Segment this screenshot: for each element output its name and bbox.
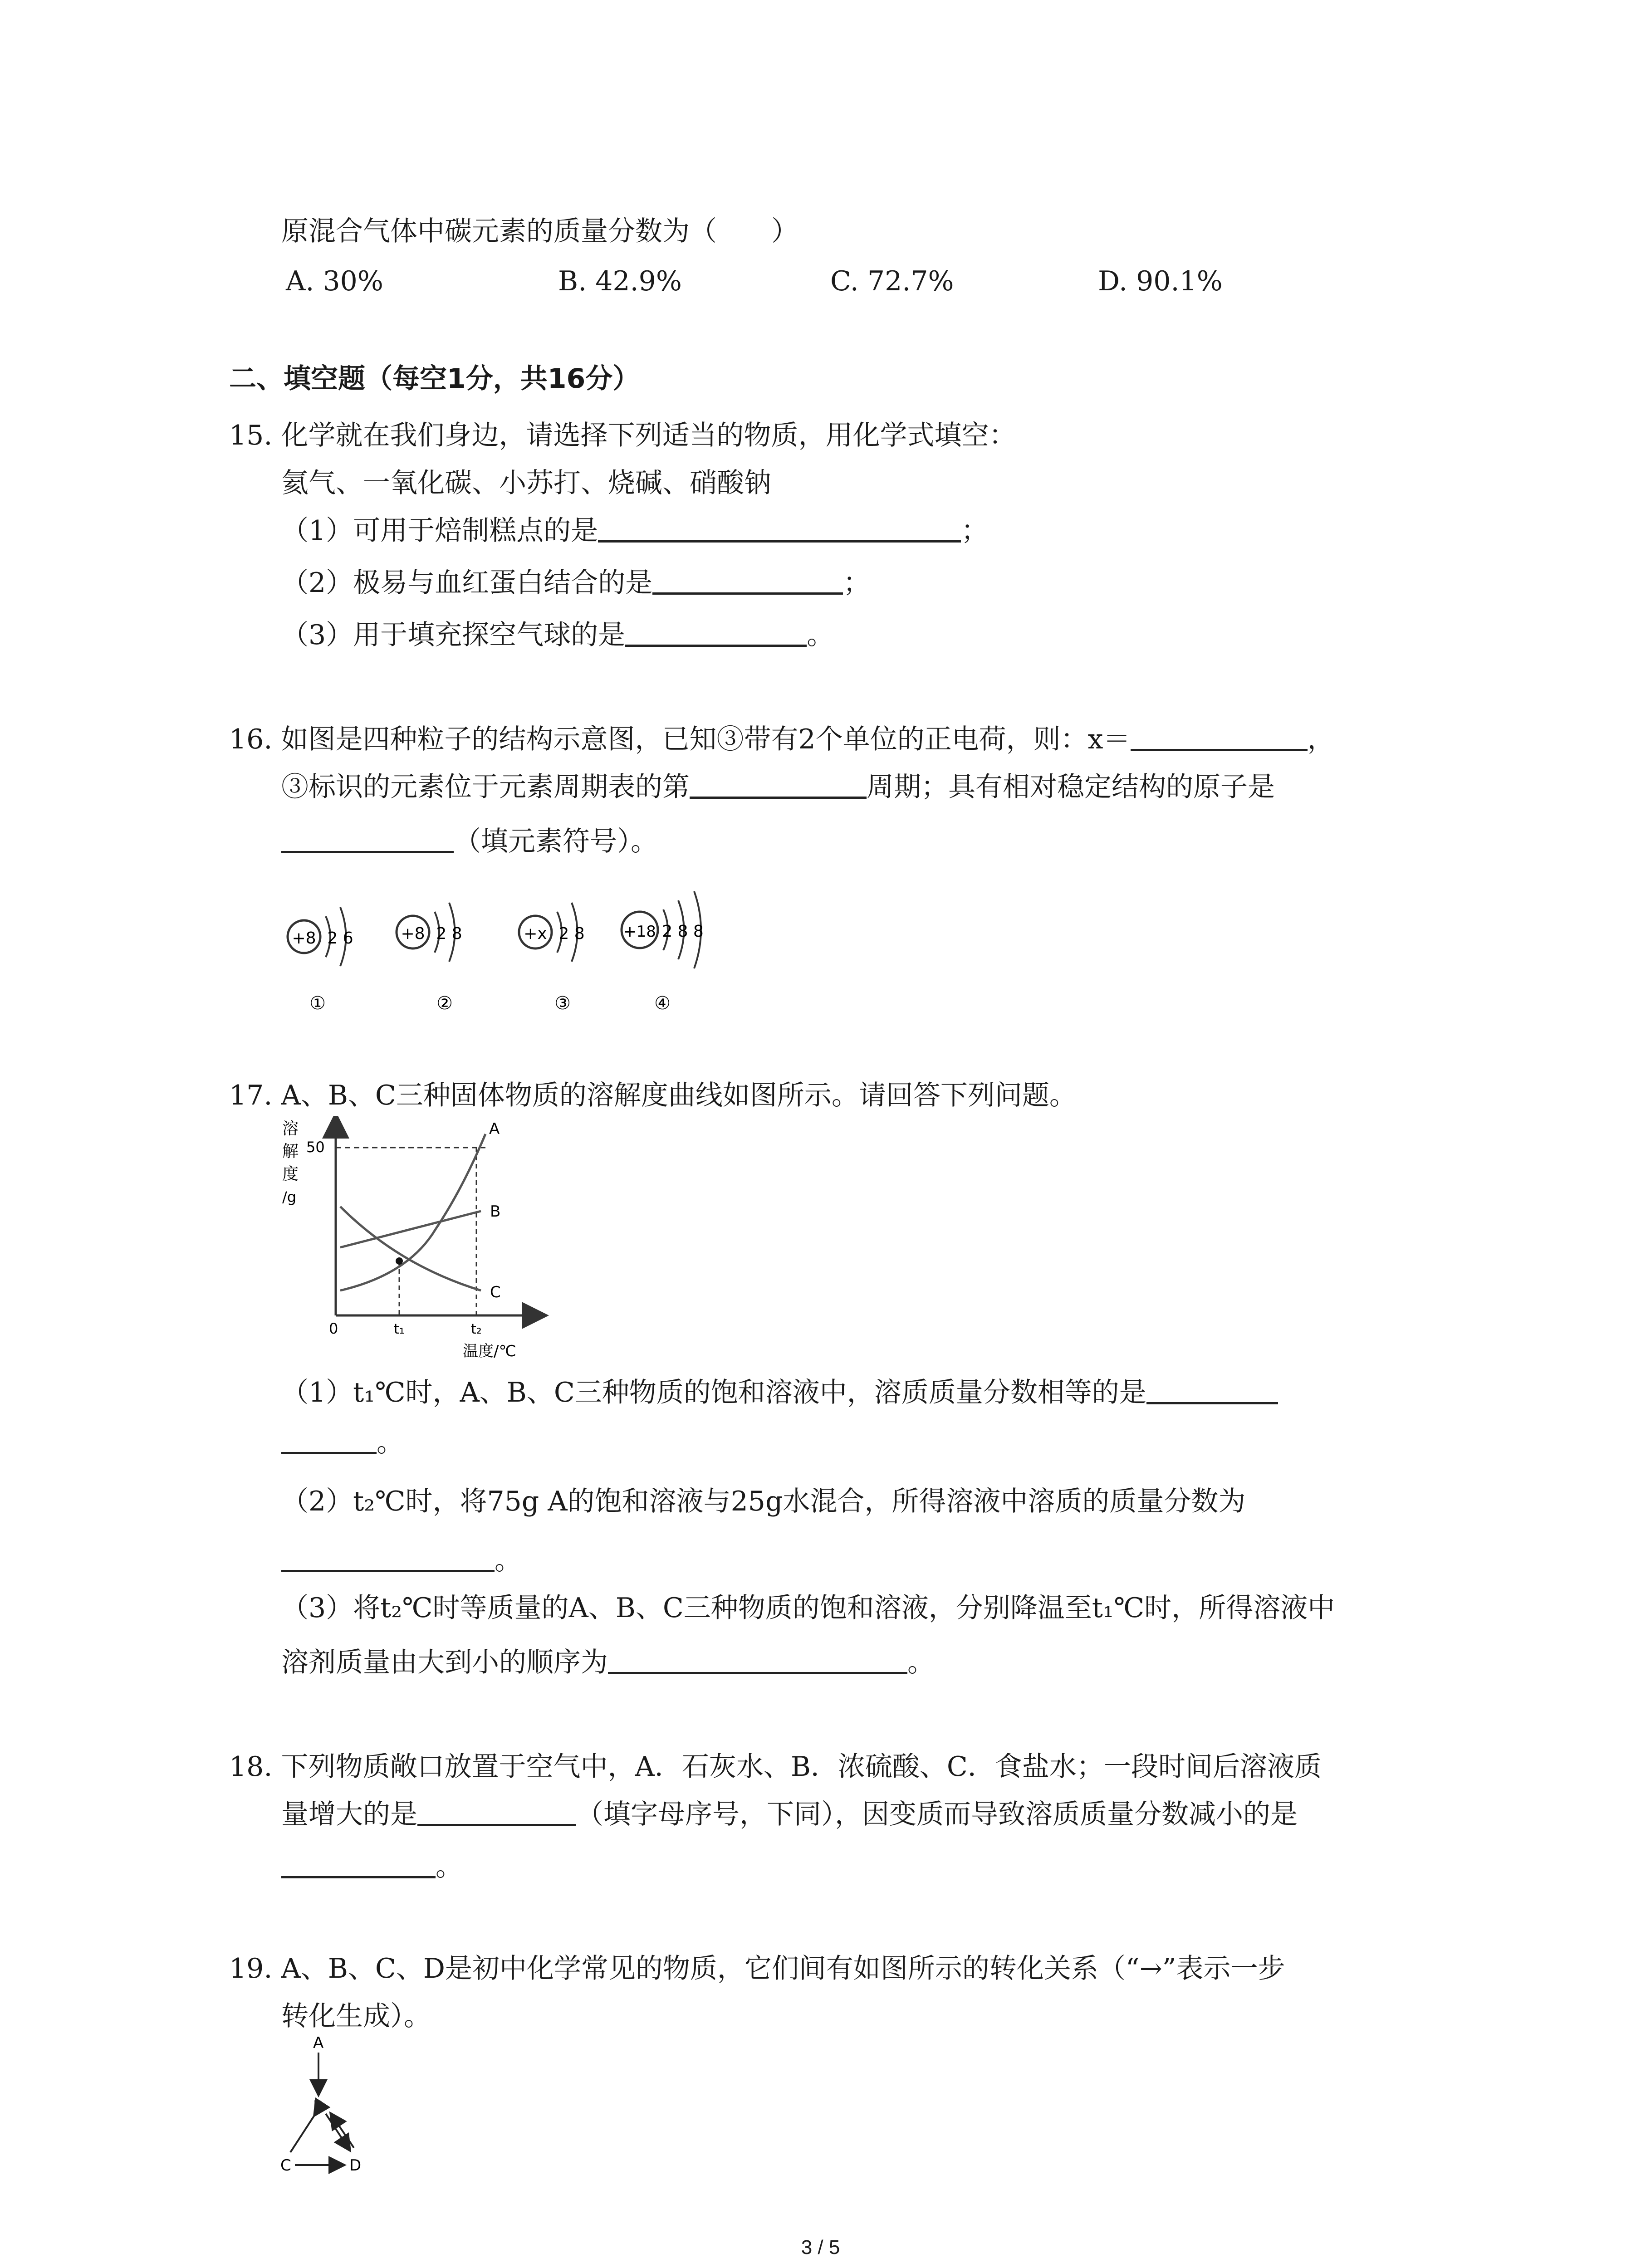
q14-option-a: A. 30%	[286, 265, 383, 297]
svg-text:②: ②	[436, 993, 453, 1014]
node-d: D	[349, 2156, 362, 2175]
q16-line1: 16. 如图是四种粒子的结构示意图，已知③带有2个单位的正电荷，则：x＝ ，	[229, 723, 1335, 755]
svg-text:2 8: 2 8	[436, 924, 462, 943]
y-axis-label-2: 解	[282, 1142, 299, 1161]
q15-blank-1[interactable]	[598, 515, 961, 543]
svg-text:2 8: 2 8	[558, 924, 585, 943]
particle-1	[288, 907, 353, 1014]
x-axis-label: 温度/℃	[463, 1342, 516, 1360]
svg-text:2 8 8: 2 8 8	[662, 922, 704, 941]
svg-text:④: ④	[654, 993, 671, 1014]
q14-option-c: C. 72.7%	[830, 265, 954, 297]
curve-label-b: B	[490, 1202, 501, 1221]
q17-blank-1a[interactable]	[1146, 1377, 1278, 1404]
q16-blank-symbol[interactable]	[281, 826, 454, 853]
q14-tail: 原混合气体中碳元素的质量分数为（ ）	[281, 215, 798, 247]
q19-line1: 19. A、B、C、D是初中化学常见的物质，它们间有如图所示的转化关系（“→”表示一步	[229, 1953, 1285, 1984]
section-heading: 二、填空题（每空1分，共16分）	[229, 363, 640, 395]
q17-blank-1b[interactable]	[281, 1427, 377, 1454]
curve-c	[340, 1207, 481, 1290]
node-b: B	[313, 2097, 324, 2116]
svg-text:2 6: 2 6	[327, 929, 353, 948]
q15-blank-3[interactable]	[625, 619, 807, 647]
q19-line2: 转化生成）。	[281, 2000, 431, 2032]
y-tick-50: 50	[306, 1139, 325, 1156]
q15-part1: （1）可用于焙制糕点的是 ；	[281, 515, 989, 547]
q18-line1: 18. 下列物质敞口放置于空气中，A．石灰水、B．浓硫酸、C．食盐水；一段时间后溶液质	[229, 1751, 1322, 1783]
q17-part3: （3）将t₂℃时等质量的A、B、C三种物质的饱和溶液，分别降温至t₁℃时，所得溶液中	[281, 1592, 1335, 1624]
intersection-point	[396, 1257, 403, 1265]
q15-materials: 氦气、一氧化碳、小苏打、烧碱、硝酸钠	[281, 467, 771, 499]
arrow-b-d	[326, 2114, 350, 2151]
page-number: 3 / 5	[801, 2236, 840, 2258]
q15-part3: （3）用于填充探空气球的是 。	[281, 619, 834, 651]
q17-blank-2[interactable]	[281, 1545, 495, 1572]
node-c: C	[280, 2156, 291, 2175]
q15-stem: 15. 化学就在我们身边，请选择下列适当的物质，用化学式填空：	[229, 420, 1016, 451]
particle-3	[519, 903, 585, 1014]
q14-option-d: D. 90.1%	[1098, 265, 1223, 297]
x-tick-t1: t₁	[394, 1321, 405, 1337]
q17-part3-cont: 溶剂质量由大到小的顺序为 。	[281, 1647, 935, 1678]
y-axis-label-3: 度	[282, 1165, 299, 1183]
q18-blank-2[interactable]	[281, 1851, 436, 1878]
particle-2	[397, 903, 462, 1014]
q14-option-b: B. 42.9%	[558, 265, 682, 297]
solubility-graph	[272, 1116, 599, 1370]
arrow-d-b	[330, 2113, 354, 2148]
node-a: A	[313, 2034, 324, 2052]
q17-part2: （2）t₂℃时，将75g A的饱和溶液与25g水混合，所得溶液中溶质的质量分数为	[281, 1486, 1246, 1517]
q16-blank-x[interactable]	[1131, 723, 1308, 751]
curve-a	[340, 1134, 485, 1290]
svg-text:①: ①	[309, 993, 326, 1014]
svg-text:+8: +8	[292, 929, 316, 948]
q17-stem: 17. A、B、C三种固体物质的溶解度曲线如图所示。请回答下列问题。	[229, 1080, 1077, 1111]
q15-blank-2[interactable]	[652, 567, 843, 595]
y-axis-label-1: 溶	[282, 1119, 299, 1138]
particle-4	[622, 891, 704, 1014]
y-axis-label-4: /g	[282, 1188, 297, 1206]
particle-diagrams	[272, 862, 771, 1025]
q16-blank-period[interactable]	[690, 771, 867, 799]
q18-blank-1[interactable]	[417, 1799, 576, 1826]
x-tick-0: 0	[329, 1320, 338, 1337]
q18-line2: 量增大的是 （填字母序号，下同），因变质而导致溶质质量分数减小的是	[281, 1799, 1298, 1830]
q15-part2: （2）极易与血红蛋白结合的是 ；	[281, 567, 871, 599]
q17-part2-cont: 。	[281, 1542, 522, 1579]
svg-text:+18: +18	[623, 923, 656, 941]
svg-text:+8: +8	[401, 924, 425, 943]
q16-line3: （填元素符号）。	[281, 823, 658, 860]
svg-text:③: ③	[554, 993, 571, 1014]
curve-label-c: C	[490, 1283, 501, 1301]
q17-part1-cont: 。	[281, 1424, 404, 1461]
curve-b	[340, 1211, 481, 1247]
arrow-c-b	[290, 2116, 314, 2152]
curve-label-a: A	[489, 1120, 500, 1138]
svg-text:+x: +x	[524, 924, 547, 943]
q17-blank-3[interactable]	[608, 1647, 907, 1674]
q17-part1: （1）t₁℃时，A、B、C三种物质的饱和溶液中，溶质质量分数相等的是	[281, 1374, 1278, 1411]
q18-line3: 。	[281, 1848, 463, 1885]
conversion-diagram	[277, 2032, 386, 2182]
q16-line2: ③标识的元素位于元素周期表的第 周期；具有相对稳定结构的原子是	[281, 771, 1275, 803]
x-tick-t2: t₂	[471, 1321, 482, 1337]
